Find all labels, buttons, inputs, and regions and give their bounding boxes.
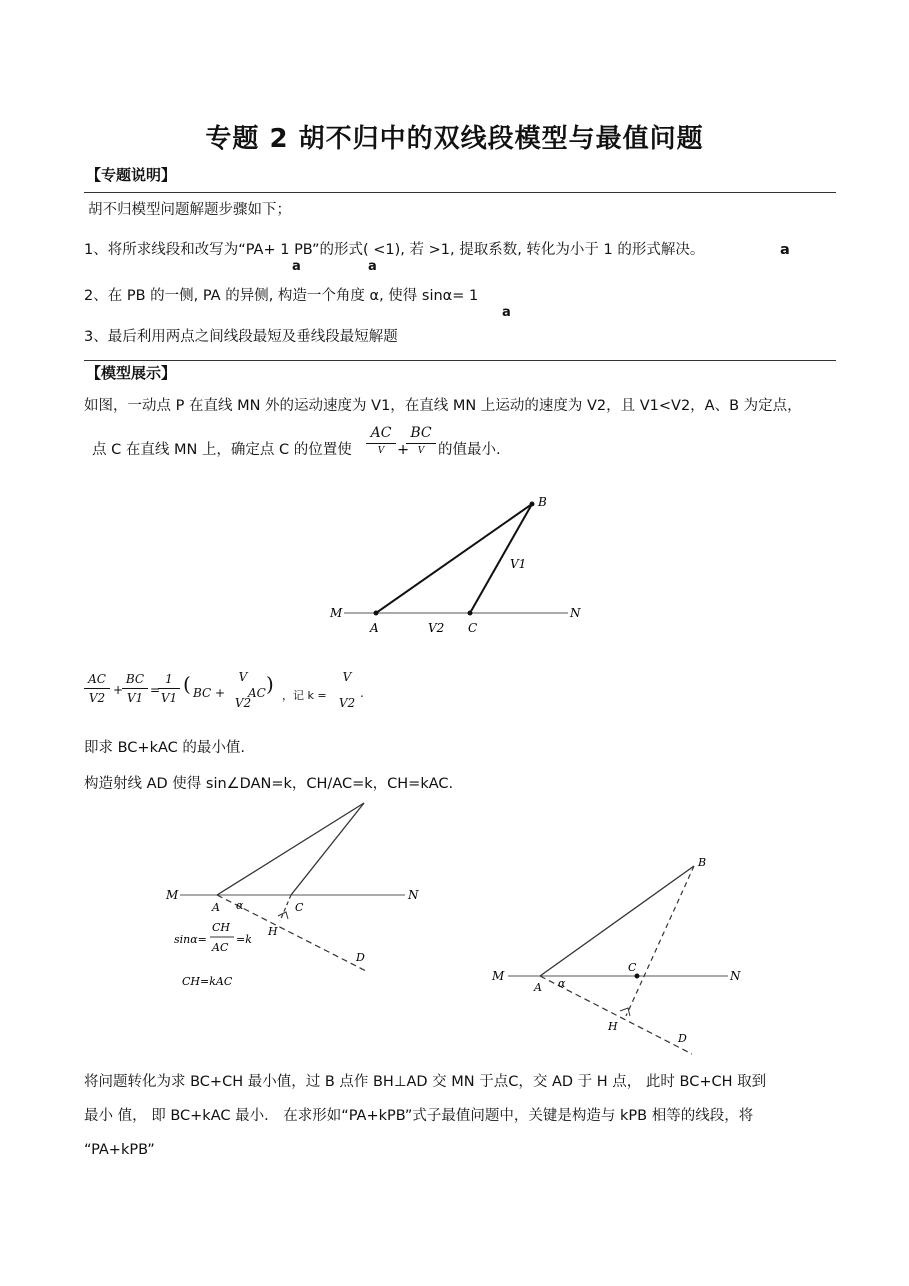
formula-f3-num: 1	[165, 672, 173, 686]
label-sin: sinα=	[174, 933, 207, 946]
conclusion-line3: “PA+kPB”	[84, 1142, 155, 1158]
label-m: M	[330, 606, 343, 620]
label-d: D	[356, 951, 365, 964]
right-angle-mark	[620, 1008, 630, 1016]
segment-ch	[280, 895, 291, 921]
label-ch-kac: CH=kAC	[182, 975, 233, 988]
conclusion-line1: 将问题转化为求 BC+CH 最小值，过 B 点作 BH⊥AD 交 MN 于点C，交 AD 于 H 点， 此时 BC+CH 取到	[84, 1074, 767, 1090]
para1-line1: 如图，一动点 P 在直线 MN 外的运动速度为 V1，在直线 MN 上运动的速度为 V2，且 V1<V2，A、B 为定点，	[84, 398, 802, 414]
label-c: C	[468, 621, 478, 635]
label-n: N	[408, 888, 419, 902]
label-eq-k: =k	[236, 933, 252, 946]
label-v1: V1	[510, 557, 527, 571]
label-v2: V2	[428, 621, 445, 635]
step1-a-end: a	[780, 242, 790, 258]
formula-frac-bc-v1	[122, 672, 148, 705]
frac2-num: BC	[410, 425, 432, 441]
label-n: N	[570, 606, 581, 620]
step1-sub-a1: a	[292, 259, 301, 274]
section-label-description: 【专题说明】	[86, 166, 177, 184]
label-a: A	[370, 621, 379, 635]
formula-inner-ac: AC	[248, 686, 266, 700]
para1-line2-a: 点 C 在直线 MN 上，确定点 C 的位置使	[92, 442, 352, 458]
right-angle-mark	[278, 912, 288, 919]
step2-sub-a: a	[502, 305, 511, 320]
formula-end: .	[360, 686, 364, 700]
formula-inner-v2: V2	[234, 696, 252, 710]
page-title: 专题 2 胡不归中的双线段模型与最值问题	[205, 124, 704, 154]
segment-bh	[626, 866, 694, 1016]
line-construct: 构造射线 AD 使得 sin∠DAN=k，CH/AC=k，CH=kAC.	[84, 776, 454, 792]
step2-text: 2、在 PB 的一侧, PA 的异侧, 构造一个角度 α, 使得 sinα= 1	[84, 288, 479, 304]
label-h: H	[268, 925, 278, 938]
divider-middle	[84, 360, 836, 361]
label-b: B	[538, 495, 547, 509]
step3-text: 3、最后利用两点之间线段最短及垂线段最短解题	[84, 329, 398, 345]
formula-f1-den: V2	[88, 691, 106, 705]
formula-frac-1-v1	[158, 672, 180, 705]
formula-f2-num: BC	[125, 672, 145, 686]
fraction-ac-v	[366, 425, 396, 456]
step1-sub-a2: a	[368, 259, 377, 274]
line-min: 即求 BC+kAC 的最小值.	[84, 740, 245, 756]
formula-paren-open: (	[183, 672, 191, 696]
point-c	[468, 611, 473, 616]
label-alpha: α	[236, 899, 244, 912]
formula-k-frac	[336, 670, 358, 710]
formula-k-den: V2	[338, 696, 356, 710]
label-a: A	[212, 901, 220, 914]
frac2-den: V	[417, 446, 425, 456]
label-ch: CH	[212, 921, 231, 934]
formula-frac-ac-v2	[84, 672, 110, 705]
formula-inner-bc: BC +	[193, 686, 226, 700]
formula-f3-den: V1	[160, 691, 178, 705]
label-m: M	[166, 888, 179, 902]
label-c: C	[295, 901, 304, 914]
point-c	[635, 974, 640, 979]
label-ac: AC	[212, 941, 229, 954]
frac1-num: AC	[370, 425, 392, 441]
point-a	[374, 611, 379, 616]
step1-text: 1、将所求线段和改写为“PA+ 1 PB”的形式( <1), 若 >1, 提取系数, 转化为小于 1 的形式解决。	[84, 242, 705, 258]
label-h: H	[608, 1020, 618, 1033]
label-m: M	[492, 969, 505, 983]
segment-ab	[376, 504, 532, 613]
formula-f1-num: AC	[88, 672, 106, 686]
conclusion-line2: 最小 值， 即 BC+kAC 最小． 在求形如“PA+kPB”式子最值问题中，关键是构造与 kPB 相等的线段，将	[84, 1108, 754, 1124]
section-label-model: 【模型展示】	[86, 364, 177, 382]
fraction-bc-v	[406, 425, 436, 456]
segment-ab	[540, 866, 694, 976]
formula-equals: =	[150, 683, 161, 697]
segment-ab	[217, 803, 364, 895]
label-d: D	[678, 1032, 687, 1045]
formula-inner-v: V	[238, 670, 248, 684]
label-n: N	[730, 969, 741, 983]
figure-construct-right	[480, 850, 750, 1060]
figure-model-triangle	[320, 490, 590, 640]
formula-note: ，记 k =	[282, 689, 327, 702]
formula-plus: +	[113, 683, 124, 697]
segment-cb	[291, 803, 364, 895]
divider-top	[84, 192, 836, 193]
point-b	[530, 502, 535, 507]
label-c: C	[628, 961, 637, 974]
formula-paren-close: )	[266, 672, 274, 696]
label-b: B	[698, 856, 707, 869]
formula-k-num: V	[342, 670, 352, 684]
plus-sign: +	[397, 442, 410, 458]
intro-text: 胡不归模型问题解题步骤如下；	[88, 202, 291, 218]
formula-f2-den: V1	[126, 691, 144, 705]
para1-line2-b: 的值最小.	[438, 442, 501, 458]
frac1-den: V	[377, 446, 385, 456]
figure-construct-left	[160, 795, 450, 995]
label-alpha: α	[558, 977, 566, 990]
label-a: A	[534, 981, 542, 994]
